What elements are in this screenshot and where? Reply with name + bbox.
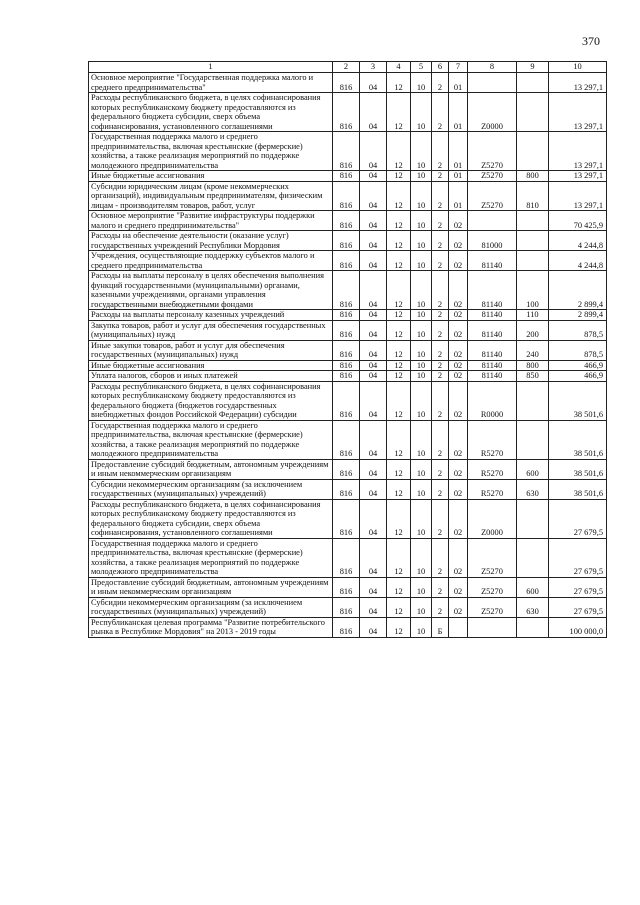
cell-program: 10 <box>411 320 432 340</box>
cell-expense-type <box>517 538 549 577</box>
cell-section: 04 <box>360 211 387 231</box>
cell-subprogram: 2 <box>432 211 449 231</box>
cell-section: 04 <box>360 73 387 93</box>
table-row <box>89 271 607 310</box>
cell-program: 10 <box>411 211 432 231</box>
table-row <box>89 381 607 420</box>
cell-program: 10 <box>411 251 432 271</box>
row-description: Иные закупки товаров, работ и услуг для обеспечения государственных (муниципальных) нужд <box>89 340 333 360</box>
cell-program: 10 <box>411 181 432 211</box>
cell-section: 04 <box>360 617 387 637</box>
table-row <box>89 310 607 321</box>
cell-expense-type: 810 <box>517 181 549 211</box>
cell-section: 04 <box>360 420 387 459</box>
cell-admin-code: 816 <box>333 211 360 231</box>
cell-admin-code: 816 <box>333 271 360 310</box>
cell-amount: 13 297,1 <box>549 132 607 171</box>
cell-section: 04 <box>360 271 387 310</box>
cell-amount: 38 501,6 <box>549 459 607 479</box>
row-description: Расходы на обеспечение деятельности (оказание услуг) государственных учреждений Республики Мордовия <box>89 231 333 251</box>
cell-section: 04 <box>360 231 387 251</box>
cell-subsection: 12 <box>387 211 411 231</box>
cell-subprogram: 2 <box>432 132 449 171</box>
cell-amount: 2 899,4 <box>549 310 607 321</box>
column-header-3: 3 <box>360 62 387 73</box>
cell-subprogram: 2 <box>432 93 449 132</box>
cell-target-code: 81140 <box>468 251 517 271</box>
cell-admin-code: 816 <box>333 171 360 182</box>
cell-section: 04 <box>360 381 387 420</box>
table-row <box>89 538 607 577</box>
cell-amount: 13 297,1 <box>549 73 607 93</box>
row-description: Расходы республиканского бюджета, в целях софинансирования которых республиканскому бюджету предоставляются из федерального бюджета (бюджетов государственных внебюджетных фондов Российской Федерации) субсидии <box>89 381 333 420</box>
table-row <box>89 73 607 93</box>
table-row <box>89 251 607 271</box>
cell-program: 10 <box>411 360 432 371</box>
cell-expense-type <box>517 93 549 132</box>
cell-program: 10 <box>411 479 432 499</box>
table-row <box>89 231 607 251</box>
cell-target-code <box>468 617 517 637</box>
cell-admin-code: 816 <box>333 360 360 371</box>
table-row <box>89 340 607 360</box>
row-description: Государственная поддержка малого и среднего предпринимательства, включая крестьянские (фермерские) хозяйства, а также реализация мероприятий по поддержке молодежного предпринимательства <box>89 132 333 171</box>
cell-expense-type <box>517 617 549 637</box>
cell-event: 02 <box>449 360 468 371</box>
table-row <box>89 132 607 171</box>
cell-target-code: 81140 <box>468 340 517 360</box>
row-description: Государственная поддержка малого и среднего предпринимательства, включая крестьянские (фермерские) хозяйства, а также реализация мероприятий по поддержке молодежного предпринимательства <box>89 538 333 577</box>
cell-subprogram: 2 <box>432 181 449 211</box>
cell-subprogram: 2 <box>432 251 449 271</box>
row-description: Субсидии юридическим лицам (кроме некоммерческих организаций), индивидуальным предпринимателям, физическим лицам - производителям товаров, работ, услуг <box>89 181 333 211</box>
cell-section: 04 <box>360 171 387 182</box>
cell-target-code: R5270 <box>468 459 517 479</box>
cell-expense-type: 600 <box>517 459 549 479</box>
cell-admin-code: 816 <box>333 381 360 420</box>
cell-expense-type <box>517 132 549 171</box>
cell-subsection: 12 <box>387 132 411 171</box>
row-description: Расходы республиканского бюджета, в целях софинансирования которых республиканскому бюджету предоставляются из федерального бюджета субсидии, сверх объема софинансирования, установленного соглашениями <box>89 499 333 538</box>
row-description: Субсидии некоммерческим организациям (за исключением государственных (муниципальных) учреждений) <box>89 597 333 617</box>
cell-subprogram: 2 <box>432 381 449 420</box>
cell-subprogram: 2 <box>432 320 449 340</box>
cell-subprogram: 2 <box>432 171 449 182</box>
cell-admin-code: 816 <box>333 617 360 637</box>
cell-subsection: 12 <box>387 340 411 360</box>
cell-expense-type <box>517 420 549 459</box>
cell-admin-code: 816 <box>333 340 360 360</box>
cell-target-code: 81140 <box>468 371 517 382</box>
cell-target-code: 81140 <box>468 320 517 340</box>
cell-program: 10 <box>411 340 432 360</box>
table-row <box>89 360 607 371</box>
cell-admin-code: 816 <box>333 93 360 132</box>
cell-subsection: 12 <box>387 73 411 93</box>
column-header-5: 5 <box>411 62 432 73</box>
column-header-2: 2 <box>333 62 360 73</box>
cell-section: 04 <box>360 181 387 211</box>
cell-admin-code: 816 <box>333 371 360 382</box>
cell-expense-type <box>517 211 549 231</box>
cell-subsection: 12 <box>387 320 411 340</box>
table-row <box>89 371 607 382</box>
cell-subsection: 12 <box>387 479 411 499</box>
cell-target-code: Z5270 <box>468 597 517 617</box>
cell-program: 10 <box>411 617 432 637</box>
cell-event: 02 <box>449 381 468 420</box>
cell-event: 01 <box>449 93 468 132</box>
row-description: Закупка товаров, работ и услуг для обеспечения государственных (муниципальных) нужд <box>89 320 333 340</box>
cell-subprogram: 2 <box>432 231 449 251</box>
cell-subsection: 12 <box>387 231 411 251</box>
cell-expense-type: 630 <box>517 479 549 499</box>
cell-subsection: 12 <box>387 251 411 271</box>
cell-section: 04 <box>360 371 387 382</box>
cell-subsection: 12 <box>387 381 411 420</box>
cell-subprogram: 2 <box>432 360 449 371</box>
cell-section: 04 <box>360 499 387 538</box>
cell-amount: 27 679,5 <box>549 499 607 538</box>
column-header-9: 9 <box>517 62 549 73</box>
cell-target-code: Z5270 <box>468 538 517 577</box>
cell-expense-type <box>517 251 549 271</box>
cell-subprogram: 2 <box>432 577 449 597</box>
cell-target-code: Z5270 <box>468 171 517 182</box>
cell-amount: 27 679,5 <box>549 577 607 597</box>
cell-amount: 4 244,8 <box>549 251 607 271</box>
cell-target-code: Z0000 <box>468 499 517 538</box>
cell-section: 04 <box>360 132 387 171</box>
cell-event: 02 <box>449 340 468 360</box>
cell-target-code: Z5270 <box>468 577 517 597</box>
row-description: Учреждения, осуществляющие поддержку субъектов малого и среднего предпринимательства <box>89 251 333 271</box>
cell-target-code <box>468 73 517 93</box>
table-row <box>89 171 607 182</box>
cell-subprogram: 2 <box>432 420 449 459</box>
cell-amount: 70 425,9 <box>549 211 607 231</box>
cell-program: 10 <box>411 538 432 577</box>
cell-admin-code: 816 <box>333 231 360 251</box>
row-description: Предоставление субсидий бюджетным, автономным учреждениям и иным некоммерческим организациям <box>89 577 333 597</box>
cell-subsection: 12 <box>387 171 411 182</box>
column-header-7: 7 <box>449 62 468 73</box>
row-description: Государственная поддержка малого и среднего предпринимательства, включая крестьянские (фермерские) хозяйства, а также реализация мероприятий по поддержке молодежного предпринимательства <box>89 420 333 459</box>
cell-expense-type <box>517 231 549 251</box>
cell-event: 02 <box>449 420 468 459</box>
row-description: Уплата налогов, сборов и иных платежей <box>89 371 333 382</box>
cell-subprogram: 2 <box>432 459 449 479</box>
cell-subsection: 12 <box>387 371 411 382</box>
row-description: Расходы на выплаты персоналу казенных учреждений <box>89 310 333 321</box>
cell-target-code: 81140 <box>468 310 517 321</box>
cell-amount: 38 501,6 <box>549 381 607 420</box>
cell-subsection: 12 <box>387 360 411 371</box>
cell-expense-type: 110 <box>517 310 549 321</box>
cell-target-code: 81000 <box>468 231 517 251</box>
cell-target-code: Z5270 <box>468 132 517 171</box>
cell-event: 02 <box>449 479 468 499</box>
cell-admin-code: 816 <box>333 577 360 597</box>
cell-expense-type <box>517 381 549 420</box>
cell-expense-type: 800 <box>517 360 549 371</box>
cell-event: 01 <box>449 171 468 182</box>
column-header-1: 1 <box>89 62 333 73</box>
table-row <box>89 320 607 340</box>
page-number: 370 <box>582 34 600 48</box>
cell-program: 10 <box>411 577 432 597</box>
cell-admin-code: 816 <box>333 597 360 617</box>
table-row <box>89 459 607 479</box>
cell-expense-type: 200 <box>517 320 549 340</box>
column-header-10: 10 <box>549 62 607 73</box>
cell-subprogram: 2 <box>432 271 449 310</box>
cell-subsection: 12 <box>387 420 411 459</box>
cell-admin-code: 816 <box>333 310 360 321</box>
cell-amount: 466,9 <box>549 371 607 382</box>
cell-admin-code: 816 <box>333 251 360 271</box>
cell-section: 04 <box>360 360 387 371</box>
cell-section: 04 <box>360 310 387 321</box>
cell-target-code: Z5270 <box>468 181 517 211</box>
cell-subsection: 12 <box>387 181 411 211</box>
row-description: Предоставление субсидий бюджетным, автономным учреждениям и иным некоммерческим организациям <box>89 459 333 479</box>
cell-event: 02 <box>449 459 468 479</box>
cell-expense-type <box>517 499 549 538</box>
cell-subsection: 12 <box>387 271 411 310</box>
cell-subprogram: 2 <box>432 73 449 93</box>
cell-program: 10 <box>411 597 432 617</box>
cell-target-code: R0000 <box>468 381 517 420</box>
cell-subprogram: 2 <box>432 597 449 617</box>
cell-event: 02 <box>449 231 468 251</box>
cell-expense-type: 100 <box>517 271 549 310</box>
cell-event: 02 <box>449 211 468 231</box>
cell-program: 10 <box>411 93 432 132</box>
cell-admin-code: 816 <box>333 459 360 479</box>
column-header-8: 8 <box>468 62 517 73</box>
cell-event: 02 <box>449 577 468 597</box>
row-description: Расходы республиканского бюджета, в целях софинансирования которых республиканскому бюджету предоставляются из федерального бюджета субсидии, сверх объема софинансирования, установленного соглашениями <box>89 93 333 132</box>
cell-program: 10 <box>411 499 432 538</box>
cell-event: 02 <box>449 310 468 321</box>
cell-amount: 4 244,8 <box>549 231 607 251</box>
row-description: Иные бюджетные ассигнования <box>89 171 333 182</box>
cell-amount: 466,9 <box>549 360 607 371</box>
cell-subsection: 12 <box>387 459 411 479</box>
cell-expense-type: 800 <box>517 171 549 182</box>
cell-admin-code: 816 <box>333 479 360 499</box>
cell-program: 10 <box>411 310 432 321</box>
cell-expense-type: 240 <box>517 340 549 360</box>
cell-event <box>449 617 468 637</box>
table-row <box>89 211 607 231</box>
cell-target-code: R5270 <box>468 479 517 499</box>
cell-subprogram: 2 <box>432 310 449 321</box>
cell-program: 10 <box>411 381 432 420</box>
row-description: Субсидии некоммерческим организациям (за исключением государственных (муниципальных) учреждений) <box>89 479 333 499</box>
cell-amount: 100 000,0 <box>549 617 607 637</box>
cell-event: 02 <box>449 499 468 538</box>
cell-program: 10 <box>411 371 432 382</box>
cell-section: 04 <box>360 577 387 597</box>
cell-section: 04 <box>360 93 387 132</box>
cell-amount: 878,5 <box>549 320 607 340</box>
cell-expense-type <box>517 73 549 93</box>
cell-subprogram: 2 <box>432 499 449 538</box>
cell-event: 02 <box>449 251 468 271</box>
cell-section: 04 <box>360 459 387 479</box>
table-row <box>89 597 607 617</box>
cell-amount: 13 297,1 <box>549 181 607 211</box>
table-row <box>89 479 607 499</box>
cell-expense-type: 850 <box>517 371 549 382</box>
cell-section: 04 <box>360 479 387 499</box>
table-header-row <box>89 62 607 73</box>
cell-subsection: 12 <box>387 499 411 538</box>
cell-subsection: 12 <box>387 617 411 637</box>
cell-admin-code: 816 <box>333 73 360 93</box>
cell-expense-type: 600 <box>517 577 549 597</box>
cell-admin-code: 816 <box>333 499 360 538</box>
cell-section: 04 <box>360 340 387 360</box>
cell-amount: 27 679,5 <box>549 538 607 577</box>
cell-target-code <box>468 211 517 231</box>
cell-admin-code: 816 <box>333 181 360 211</box>
cell-target-code: R5270 <box>468 420 517 459</box>
cell-subprogram: 2 <box>432 479 449 499</box>
cell-section: 04 <box>360 320 387 340</box>
cell-subsection: 12 <box>387 93 411 132</box>
table-row <box>89 93 607 132</box>
row-description: Республиканская целевая программа "Развитие потребительского рынка в Республике Мордовия" на 2013 - 2019 годы <box>89 617 333 637</box>
cell-event: 02 <box>449 538 468 577</box>
cell-section: 04 <box>360 597 387 617</box>
cell-amount: 878,5 <box>549 340 607 360</box>
cell-target-code: 81140 <box>468 360 517 371</box>
cell-amount: 27 679,5 <box>549 597 607 617</box>
cell-amount: 2 899,4 <box>549 271 607 310</box>
cell-target-code: Z0000 <box>468 93 517 132</box>
budget-table <box>88 61 607 638</box>
cell-subsection: 12 <box>387 538 411 577</box>
cell-program: 10 <box>411 420 432 459</box>
cell-admin-code: 816 <box>333 132 360 171</box>
cell-section: 04 <box>360 251 387 271</box>
cell-event: 01 <box>449 132 468 171</box>
column-header-4: 4 <box>387 62 411 73</box>
cell-event: 02 <box>449 371 468 382</box>
cell-subprogram: Б <box>432 617 449 637</box>
cell-subprogram: 2 <box>432 371 449 382</box>
cell-admin-code: 816 <box>333 420 360 459</box>
cell-event: 02 <box>449 271 468 310</box>
cell-event: 01 <box>449 181 468 211</box>
cell-target-code: 81140 <box>468 271 517 310</box>
table-row <box>89 420 607 459</box>
cell-event: 02 <box>449 597 468 617</box>
cell-amount: 38 501,6 <box>549 420 607 459</box>
cell-subsection: 12 <box>387 597 411 617</box>
cell-subprogram: 2 <box>432 340 449 360</box>
cell-program: 10 <box>411 271 432 310</box>
cell-admin-code: 816 <box>333 320 360 340</box>
table-row <box>89 577 607 597</box>
cell-event: 02 <box>449 320 468 340</box>
cell-section: 04 <box>360 538 387 577</box>
cell-program: 10 <box>411 73 432 93</box>
cell-program: 10 <box>411 171 432 182</box>
row-description: Иные бюджетные ассигнования <box>89 360 333 371</box>
row-description: Основное мероприятие "Развитие инфраструктуры поддержки малого и среднего предпринимательства" <box>89 211 333 231</box>
table-row <box>89 617 607 637</box>
cell-subsection: 12 <box>387 577 411 597</box>
table-row <box>89 181 607 211</box>
column-header-6: 6 <box>432 62 449 73</box>
cell-amount: 38 501,6 <box>549 479 607 499</box>
cell-amount: 13 297,1 <box>549 93 607 132</box>
cell-event: 01 <box>449 73 468 93</box>
cell-subsection: 12 <box>387 310 411 321</box>
cell-program: 10 <box>411 231 432 251</box>
cell-program: 10 <box>411 132 432 171</box>
cell-amount: 13 297,1 <box>549 171 607 182</box>
table-row <box>89 499 607 538</box>
row-description: Основное мероприятие "Государственная поддержка малого и среднего предпринимательства" <box>89 73 333 93</box>
cell-program: 10 <box>411 459 432 479</box>
cell-expense-type: 630 <box>517 597 549 617</box>
cell-admin-code: 816 <box>333 538 360 577</box>
cell-subprogram: 2 <box>432 538 449 577</box>
row-description: Расходы на выплаты персоналу в целях обеспечения выполнения функций государственными (муниципальными) органами, казенными учреждениями, органами управления государственными внебюджетными фондами <box>89 271 333 310</box>
